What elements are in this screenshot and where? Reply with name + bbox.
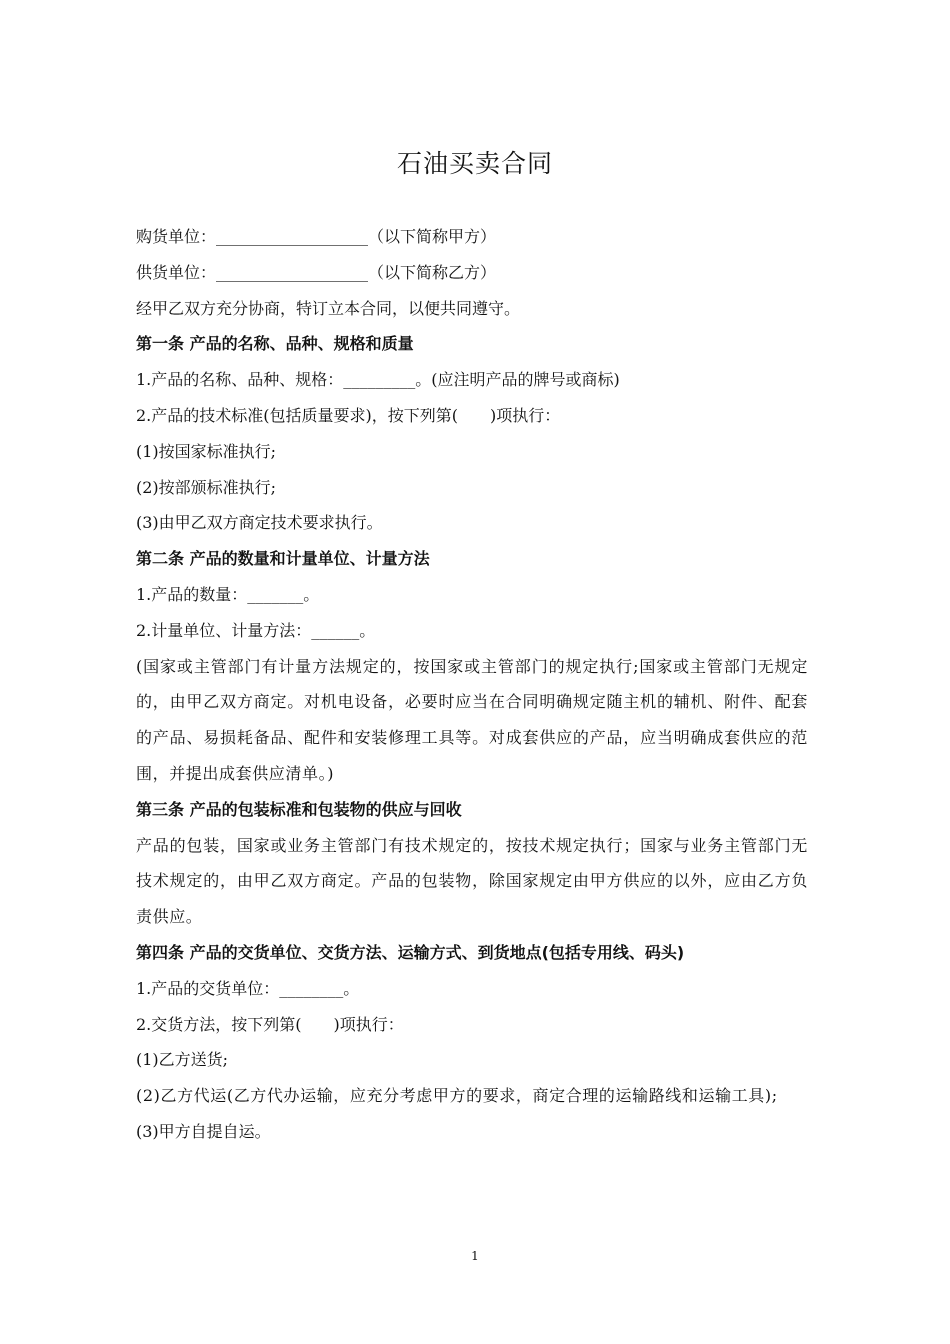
article-4-option-1: (1)乙方送货; <box>136 1050 229 1070</box>
contract-body <box>136 219 808 1150</box>
article-2-heading: 第二条 产品的数量和计量单位、计量方法 <box>136 549 430 569</box>
document-title: 石油买卖合同 <box>396 149 553 178</box>
article-1-item-1: 1.产品的名称、品种、规格：_________。(应注明产品的牌号或商标) <box>136 370 620 390</box>
article-3-heading: 第三条 产品的包装标准和包装物的供应与回收 <box>136 799 462 819</box>
intro-line: 经甲乙双方充分协商，特订立本合同，以便共同遵守。 <box>136 298 521 318</box>
buyer-line: 购货单位：___________________（以下简称甲方） <box>136 227 497 246</box>
article-4-option-3: (3)甲方自提自运。 <box>136 1121 271 1141</box>
page-number: 1 <box>471 1249 479 1263</box>
article-2-note: (国家或主管部门有计量方法规定的，按国家或主管部门的规定执行;国家或主管部门无规定的，由甲乙双方商定。对机电设备，必要时应当在合同明确规定随主机的辅机、附件、配套的产品、易损耗备品、配件和安装修理工具等。对成套供应的产品，应当明确成套供应的范围，并提出成套供应清单。) <box>136 656 808 783</box>
article-2-item-2: 2.计量单位、计量方法：______。 <box>136 620 376 640</box>
article-1-heading: 第一条 产品的名称、品种、规格和质量 <box>136 334 414 354</box>
article-3-text: 产品的包装，国家或业务主管部门有技术规定的，按技术规定执行；国家与业务主管部门无技术规定的，由甲乙双方商定。产品的包装物，除国家规定由甲方供应的以外，应由乙方负责供应。 <box>136 835 808 927</box>
article-1-item-2: 2.产品的技术标准(包括质量要求)，按下列第( )项执行： <box>136 405 561 425</box>
article-4-option-2: (2)乙方代运(乙方代办运输，应充分考虑甲方的要求，商定合理的运输路线和运输工具); <box>136 1086 778 1106</box>
article-1-option-1: (1)按国家标准执行; <box>136 441 277 461</box>
article-4-heading: 第四条 产品的交货单位、交货方法、运输方式、到货地点(包括专用线、码头) <box>136 942 685 962</box>
article-4-item-2: 2.交货方法，按下列第( )项执行： <box>136 1014 404 1034</box>
article-1-option-2: (2)按部颁标准执行; <box>136 477 277 497</box>
article-4-item-1: 1.产品的交货单位：________。 <box>136 978 360 998</box>
seller-line: 供货单位：___________________（以下简称乙方） <box>136 262 497 282</box>
article-1-option-3: (3)由甲乙双方商定技术要求执行。 <box>136 513 383 533</box>
article-2-item-1: 1.产品的数量：_______。 <box>136 584 320 604</box>
